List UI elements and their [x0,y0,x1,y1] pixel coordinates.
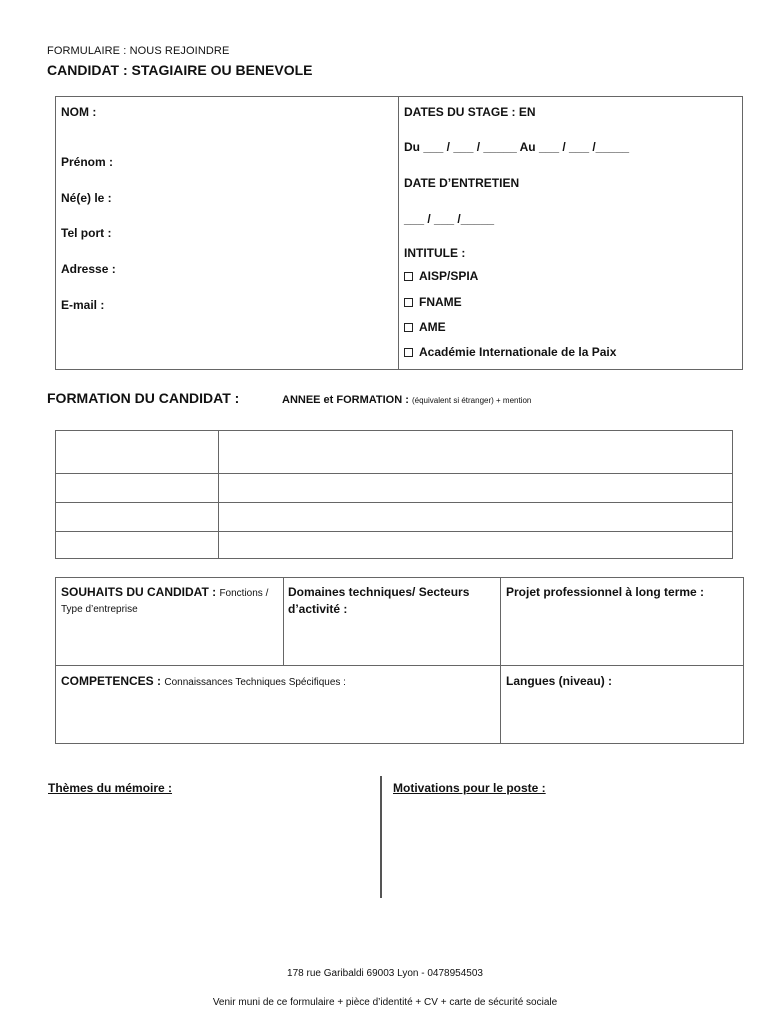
footer-instructions: Venir muni de ce formulaire + pièce d’identité + CV + carte de sécurité sociale [212,997,558,1008]
motivations-label[interactable]: Motivations pour le poste : [393,781,546,795]
option-aisp[interactable]: AISP/SPIA [404,269,478,283]
option-fname[interactable]: FNAME [404,295,462,309]
checkbox-icon[interactable] [404,348,413,357]
formation-note: ANNEE et FORMATION : (équivalent si étranger) + mention [282,394,532,406]
field-email[interactable]: E-mail : [61,298,105,312]
checkbox-icon[interactable] [404,272,413,281]
formation-cell-year-4[interactable] [56,532,217,558]
formation-cell-year-3[interactable] [56,503,217,530]
wishes-row-divider [55,665,744,666]
bottom-divider [380,776,382,898]
form-kicker: FORMULAIRE : NOUS REJOINDRE [47,45,230,57]
formation-title: FORMATION DU CANDIDAT : [47,390,240,406]
footer-address: 178 rue Garibaldi 69003 Lyon - 0478954503 [287,968,483,979]
formation-cell-year-2[interactable] [56,474,217,501]
field-adresse[interactable]: Adresse : [61,262,116,276]
field-tel[interactable]: Tel port : [61,226,112,240]
souhaits-label[interactable]: SOUHAITS DU CANDIDAT : Fonctions / [61,585,269,599]
intitule-label: INTITULE : [404,246,466,260]
field-prenom[interactable]: Prénom : [61,155,114,169]
dates-line[interactable]: Du ___ / ___ / _____ Au ___ / ___ /_____ [404,140,630,154]
page-title: CANDIDAT : STAGIAIRE OU BENEVOLE [47,62,313,78]
formation-cell-year-1[interactable] [56,431,217,472]
identity-box [55,96,743,370]
wishes-col-1 [283,577,284,665]
interview-label: DATE D’ENTRETIEN [404,176,520,190]
competences-label[interactable]: COMPETENCES : Connaissances Techniques Spécifiques : [61,674,346,688]
domaines-label[interactable]: Domaines techniques/ Secteurs [288,585,470,599]
option-academie[interactable]: Académie Internationale de la Paix [404,345,616,359]
identity-divider [398,96,399,370]
field-naissance[interactable]: Né(e) le : [61,191,112,205]
formation-cell-desc-3[interactable] [219,503,732,530]
checkbox-icon[interactable] [404,323,413,332]
formation-cell-desc-4[interactable] [219,532,732,558]
field-nom[interactable]: NOM : [61,105,97,119]
domaines-line2: d’activité : [288,602,348,616]
themes-label[interactable]: Thèmes du mémoire : [48,781,173,795]
interview-line[interactable]: ___ / ___ /_____ [404,212,495,226]
formation-cell-desc-1[interactable] [219,431,732,472]
wishes-table [55,577,744,744]
souhaits-line2: Type d’entreprise [61,604,138,615]
projet-label[interactable]: Projet professionnel à long terme : [506,585,705,599]
option-ame[interactable]: AME [404,320,446,334]
langues-label[interactable]: Langues (niveau) : [506,674,613,688]
wishes-col-2 [500,577,501,744]
formation-cell-desc-2[interactable] [219,474,732,501]
dates-label: DATES DU STAGE : EN [404,105,536,119]
checkbox-icon[interactable] [404,298,413,307]
